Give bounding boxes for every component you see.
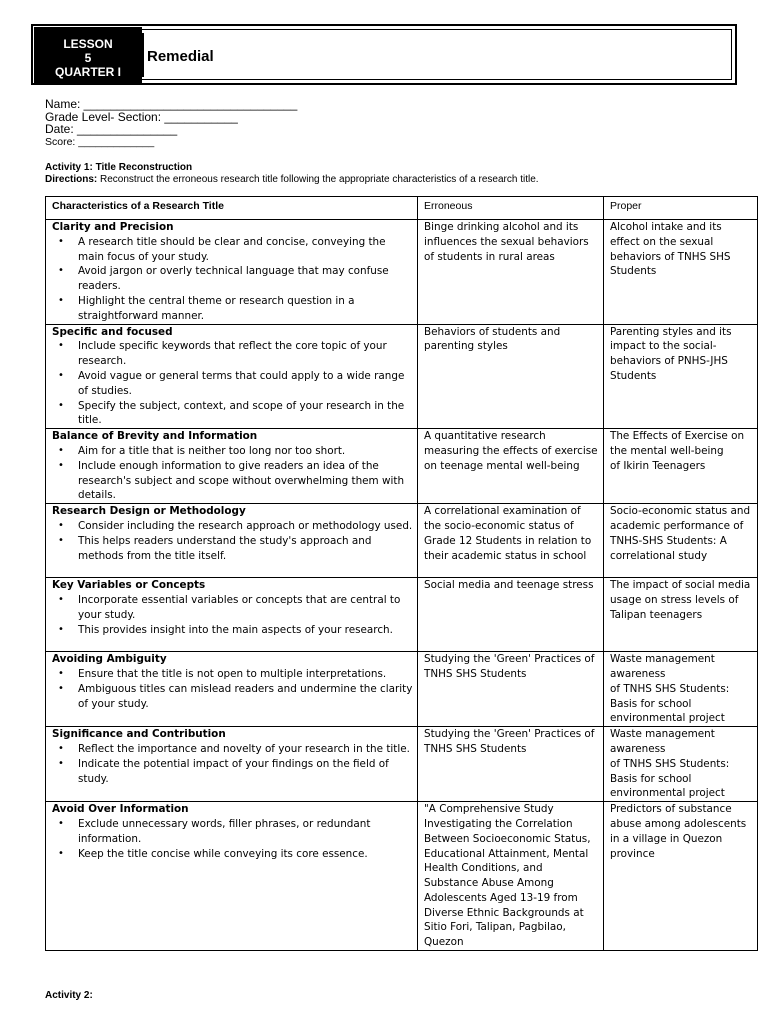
- score-field: Score: _____________: [45, 135, 155, 148]
- bullet-item: • Ambiguous titles can mislead readers and undermine the clarity of your study.: [52, 682, 413, 712]
- table-row: [46, 220, 758, 325]
- characteristic-cell: [46, 727, 418, 802]
- bullet-item: • Incorporate essential variables or concepts that are central to your study.: [52, 593, 413, 623]
- bullet-item: • Include enough information to give readers an idea of the research's subject and scope without overwhelming them with details.: [52, 459, 413, 503]
- bullet-item: • A research title should be clear and concise, conveying the main focus of your study.: [52, 235, 413, 265]
- characteristic-title: Significance and Contribution: [52, 728, 226, 741]
- characteristic-bullets: [52, 339, 413, 428]
- characteristic-bullets: [52, 444, 413, 503]
- characteristic-title: Research Design or Methodology: [52, 505, 246, 518]
- characteristic-cell: [46, 504, 418, 578]
- table-header-row: [46, 197, 758, 220]
- erroneous-title-cell: A correlational examination of the socio-economic status of Grade 12 Students in relation to their academic status in school: [418, 504, 604, 578]
- directions-label: Directions:: [45, 174, 98, 185]
- table-row: [46, 578, 758, 652]
- erroneous-title-cell: Social media and teenage stress: [418, 578, 604, 652]
- characteristic-cell: [46, 324, 418, 429]
- header-erroneous: Erroneous: [418, 197, 604, 220]
- activity1-title: Activity 1: Title Reconstruction: [45, 162, 193, 173]
- grade-section-field: Grade Level- Section: ___________: [45, 109, 238, 124]
- characteristic-bullets: [52, 667, 413, 711]
- bullet-item: • This helps readers understand the study's approach and methods from the title itself.: [52, 534, 413, 564]
- name-field: Name: ________________________________: [45, 97, 298, 111]
- quarter-label: QUARTER I: [55, 65, 121, 79]
- characteristic-bullets: [52, 593, 413, 637]
- student-info: [45, 98, 297, 148]
- title-reconstruction-table: [45, 196, 758, 951]
- bullet-item: • Ensure that the title is not open to multiple interpretations.: [52, 667, 413, 682]
- characteristic-cell: [46, 802, 418, 951]
- characteristic-cell: [46, 652, 418, 727]
- proper-title-cell: Predictors of substance abuse among adolescents in a village in Quezon province: [604, 802, 758, 951]
- proper-title-cell: Waste management awareness of TNHS SHS Students: Basis for school environmental project: [604, 652, 758, 727]
- table-row: [46, 429, 758, 504]
- erroneous-title-cell: Studying the 'Green' Practices of TNHS SHS Students: [418, 652, 604, 727]
- table-row: [46, 504, 758, 578]
- bullet-item: • Consider including the research approach or methodology used.: [52, 519, 413, 534]
- directions: [45, 174, 539, 185]
- bullet-item: • Exclude unnecessary words, filler phrases, or redundant information.: [52, 817, 413, 847]
- bullet-item: • Avoid vague or general terms that could apply to a wide range of studies.: [52, 369, 413, 399]
- bullet-item: • Indicate the potential impact of your findings on the field of study.: [52, 757, 413, 787]
- date-field: Date: _______________: [45, 122, 178, 136]
- bullet-item: • Specify the subject, context, and scope of your research in the title.: [52, 399, 413, 429]
- lesson-label: LESSON: [63, 37, 113, 51]
- lesson-number: 5: [84, 51, 92, 65]
- bullet-item: • Keep the title concise while conveying its core essence.: [52, 847, 413, 862]
- proper-title-cell: Socio-economic status and academic performance of TNHS-SHS Students: A correlational study: [604, 504, 758, 578]
- table-row: [46, 652, 758, 727]
- proper-title-cell: The Effects of Exercise on the mental well-being of Ikirin Teenagers: [604, 429, 758, 504]
- proper-title-cell: Alcohol intake and its effect on the sexual behaviors of TNHS SHS Students: [604, 220, 758, 325]
- characteristic-title: Clarity and Precision: [52, 221, 174, 233]
- erroneous-title-cell: Studying the 'Green' Practices of TNHS SHS Students: [418, 727, 604, 802]
- erroneous-title-cell: Behaviors of students and parenting styles: [418, 324, 604, 429]
- characteristic-title: Specific and focused: [52, 325, 173, 338]
- header-proper: Proper: [604, 197, 758, 220]
- lesson-badge: [34, 27, 142, 83]
- bullet-item: • Aim for a title that is neither too long nor too short.: [52, 444, 413, 459]
- bullet-item: • Reflect the importance and novelty of your research in the title.: [52, 742, 413, 757]
- characteristic-cell: [46, 429, 418, 504]
- characteristic-bullets: [52, 519, 413, 563]
- bullet-item: • Avoid jargon or overly technical language that may confuse readers.: [52, 264, 413, 294]
- proper-title-cell: The impact of social media usage on stress levels of Talipan teenagers: [604, 578, 758, 652]
- characteristic-bullets: [52, 817, 413, 861]
- proper-title-cell: Parenting styles and its impact to the social-behaviors of PNHS-JHS Students: [604, 324, 758, 429]
- erroneous-title-cell: A quantitative research measuring the effects of exercise on teenage mental well-being: [418, 429, 604, 504]
- erroneous-title-cell: Binge drinking alcohol and its influences the sexual behaviors of students in rural areas: [418, 220, 604, 325]
- characteristic-title: Avoiding Ambiguity: [52, 653, 167, 666]
- erroneous-title-cell: "A Comprehensive Study Investigating the Correlation Between Socioeconomic Status, Educational Attainment, Mental Health Conditions, and Substance Abuse Among Adolescents Aged 13-19 from Diverse Ethnic Backgrounds at Sitio Fori, Talipan, Pagbilao, Quezon: [418, 802, 604, 951]
- page-title: Remedial: [147, 48, 214, 65]
- table-row: [46, 727, 758, 802]
- characteristic-cell: [46, 578, 418, 652]
- characteristic-title: Avoid Over Information: [52, 803, 189, 816]
- proper-title-cell: Waste management awareness of TNHS SHS Students: Basis for school environmental project: [604, 727, 758, 802]
- bullet-item: • Highlight the central theme or research question in a straightforward manner.: [52, 294, 413, 324]
- characteristic-bullets: [52, 235, 413, 324]
- header-divider: [142, 33, 144, 77]
- directions-text: Reconstruct the erroneous research title following the appropriate characteristics of a research title.: [97, 174, 539, 185]
- bullet-item: • Include specific keywords that reflect the core topic of your research.: [52, 339, 413, 369]
- characteristic-bullets: [52, 742, 413, 786]
- characteristic-title: Balance of Brevity and Information: [52, 430, 258, 443]
- table-row: [46, 802, 758, 951]
- table-row: [46, 324, 758, 429]
- bullet-item: • This provides insight into the main aspects of your research.: [52, 623, 413, 638]
- activity2-title: Activity 2:: [45, 990, 93, 1001]
- characteristic-cell: [46, 220, 418, 325]
- characteristic-title: Key Variables or Concepts: [52, 579, 206, 592]
- header-characteristics: Characteristics of a Research Title: [46, 197, 418, 220]
